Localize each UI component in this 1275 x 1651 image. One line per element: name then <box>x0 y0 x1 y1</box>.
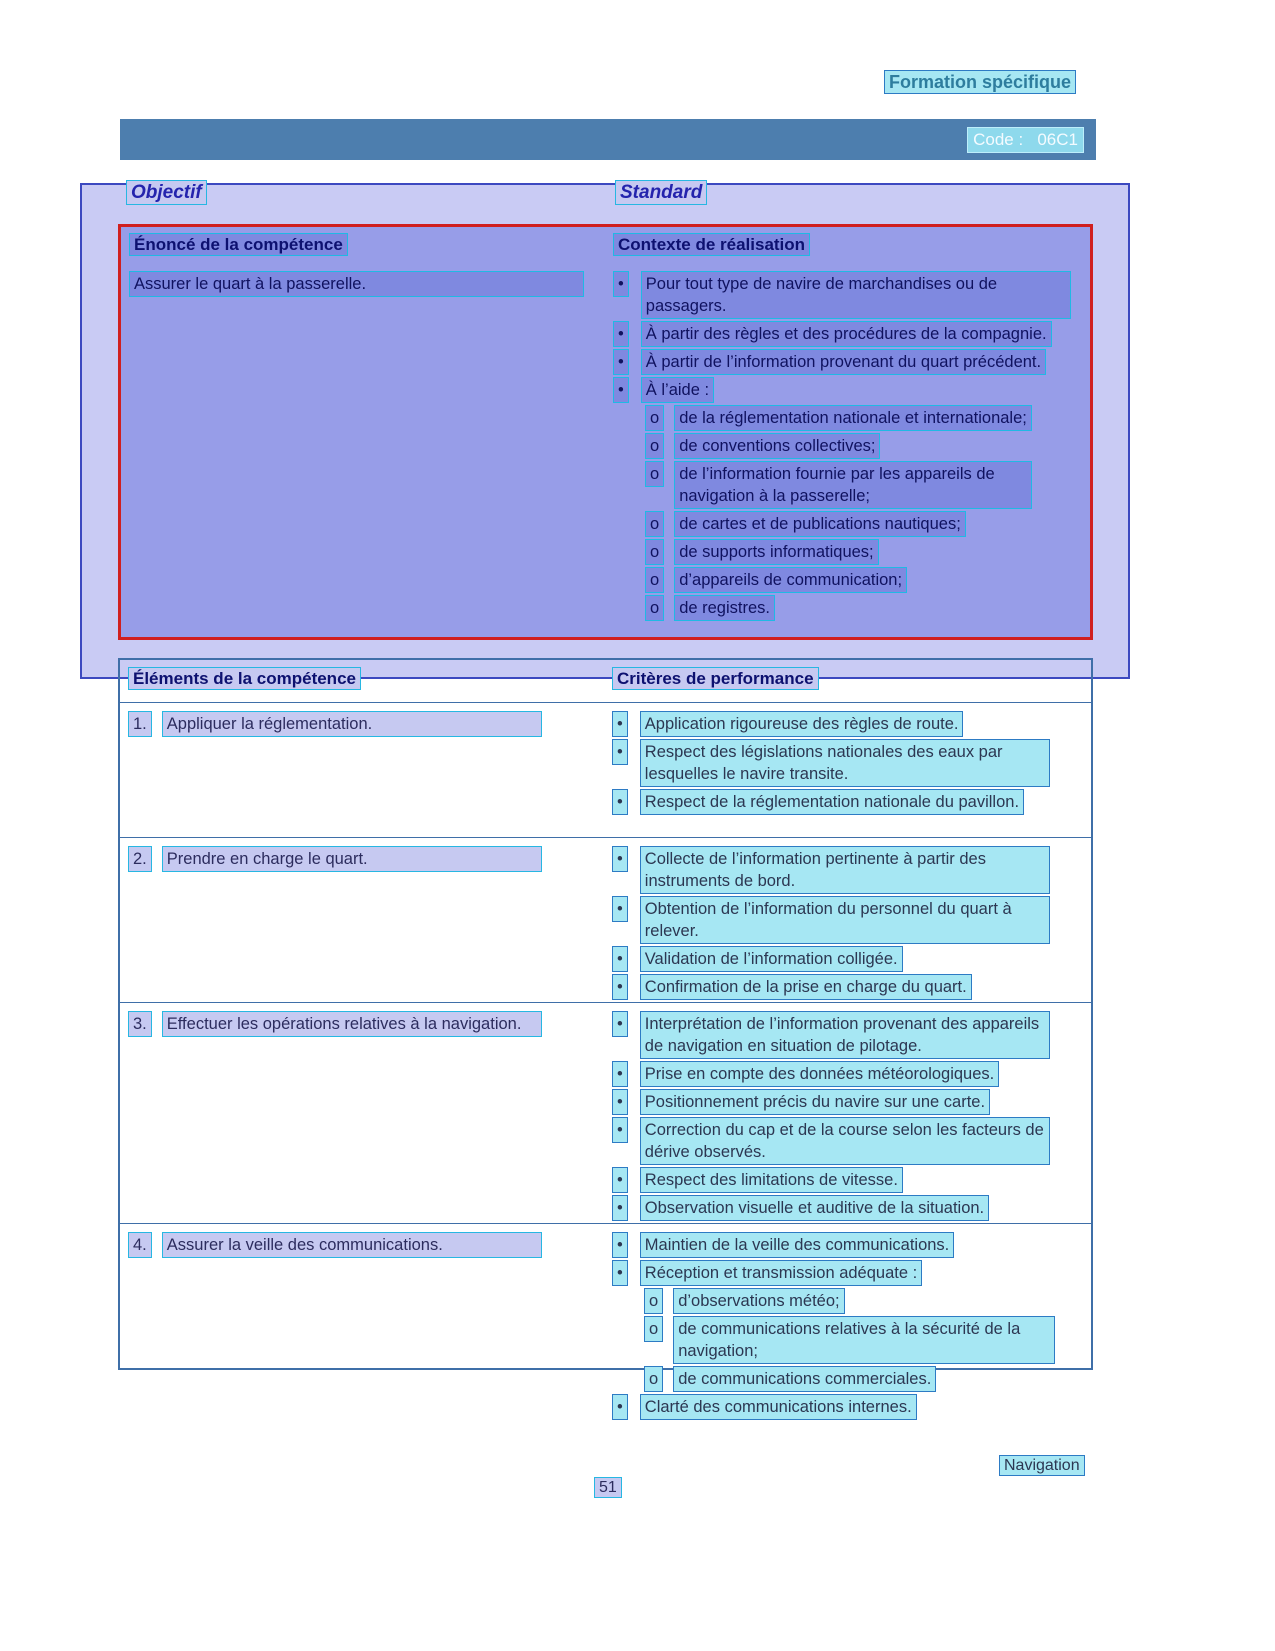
element-number: 2. <box>128 846 152 872</box>
sub-bullet-marker: o <box>645 567 664 593</box>
element-number: 4. <box>128 1232 152 1258</box>
page-number-text: 51 <box>594 1477 622 1498</box>
list-item-text: Interprétation de l’information provenant des appareils de navigation en situation de pilotage. <box>640 1011 1050 1059</box>
elements-table-header <box>120 660 1091 702</box>
sub-bullet-marker: o <box>645 595 664 621</box>
list-item-text: Validation de l’information colligée. <box>640 946 903 972</box>
bullet-marker: • <box>612 1167 628 1193</box>
list-item-text: À l’aide : <box>641 377 714 403</box>
list-item-text: Application rigoureuse des règles de route. <box>640 711 964 737</box>
list-item-text: Correction du cap et de la course selon les facteurs de dérive observés. <box>640 1117 1050 1165</box>
list-item <box>612 846 1091 894</box>
footer-note-text: Navigation <box>999 1455 1085 1476</box>
competence-table-header <box>121 227 1090 265</box>
criteres-cell <box>602 846 1091 1002</box>
list-item-text: Respect des législations nationales des eaux par lesquelles le navire transite. <box>640 739 1050 787</box>
list-item-text: d’observations météo; <box>673 1288 844 1314</box>
list-item-text: de communications commerciales. <box>673 1366 936 1392</box>
element-cell <box>120 1011 602 1223</box>
list-item <box>612 1061 1091 1087</box>
list-item-text: Positionnement précis du navire sur une carte. <box>640 1089 990 1115</box>
contexte-header-text: Contexte de réalisation <box>613 233 810 256</box>
list-item-text: Pour tout type de navire de marchandises ou de passagers. <box>641 271 1071 319</box>
list-item <box>612 896 1091 944</box>
elements-table <box>118 658 1093 1416</box>
list-item <box>612 739 1091 787</box>
enonce-text: Assurer le quart à la passerelle. <box>129 271 584 297</box>
contexte-header <box>613 234 810 256</box>
criteres-header-text: Critères de performance <box>612 667 819 690</box>
sub-bullet-marker: o <box>645 433 664 459</box>
element-row-4 <box>120 1223 1091 1422</box>
bullet-marker: • <box>612 739 628 765</box>
enonce-cell <box>121 265 603 623</box>
bullet-marker: • <box>612 1394 628 1420</box>
list-item-text: Réception et transmission adéquate : <box>640 1260 922 1286</box>
sub-bullet-marker: o <box>644 1288 663 1314</box>
sub-bullet-marker: o <box>644 1366 663 1392</box>
list-item-text: À partir des règles et des procédures de la compagnie. <box>641 321 1052 347</box>
bullet-marker: • <box>612 1195 628 1221</box>
list-item <box>612 1232 1091 1258</box>
list-item <box>612 1195 1091 1221</box>
list-item <box>613 377 1090 403</box>
list-item <box>613 321 1090 347</box>
sub-list-item <box>645 461 1090 509</box>
element-row-1 <box>120 702 1091 837</box>
element-row-2 <box>120 837 1091 1002</box>
standard-label <box>615 182 707 204</box>
list-item <box>612 1089 1091 1115</box>
list-item <box>613 271 1090 319</box>
title-bar <box>120 119 1096 160</box>
bullet-marker: • <box>612 789 628 815</box>
bullet-marker: • <box>613 271 629 297</box>
bullet-marker: • <box>612 1117 628 1143</box>
list-item-text: d’appareils de communication; <box>674 567 907 593</box>
sub-list-item <box>645 567 1090 593</box>
list-item <box>612 1011 1091 1059</box>
header-note-text: Formation spécifique <box>884 70 1076 94</box>
list-item-text: À partir de l’information provenant du quart précédent. <box>641 349 1046 375</box>
elements-rows <box>120 702 1091 1422</box>
sub-list-item <box>645 539 1090 565</box>
list-item <box>612 1394 1091 1420</box>
list-item <box>612 1260 1091 1286</box>
list-item <box>612 946 1091 972</box>
list-item <box>612 789 1091 815</box>
objectif-label <box>126 182 207 204</box>
list-item <box>612 1117 1091 1165</box>
list-item-text: Respect de la réglementation nationale du pavillon. <box>640 789 1024 815</box>
sub-list-item <box>644 1316 1091 1364</box>
list-item <box>612 1167 1091 1193</box>
list-item-text: Observation visuelle et auditive de la situation. <box>640 1195 989 1221</box>
bullet-marker: • <box>612 1232 628 1258</box>
criteres-cell <box>602 1232 1091 1422</box>
elements-header <box>128 668 361 690</box>
list-item-text: de communications relatives à la sécurité de la navigation; <box>673 1316 1055 1364</box>
list-item-text: de cartes et de publications nautiques; <box>674 511 966 537</box>
competence-table <box>118 224 1093 640</box>
objectif-label-text: Objectif <box>126 180 207 205</box>
list-item-text: de conventions collectives; <box>674 433 880 459</box>
list-item-text: Prise en compte des données météorologiques. <box>640 1061 999 1087</box>
sub-list-item <box>645 511 1090 537</box>
list-item <box>613 349 1090 375</box>
competence-table-body <box>121 265 1090 623</box>
element-cell <box>120 711 602 837</box>
page-number <box>594 1477 622 1499</box>
list-item-text: de l’information fournie par les appareils de navigation à la passerelle; <box>674 461 1032 509</box>
sub-list-item <box>644 1288 1091 1314</box>
list-item-text: Obtention de l’information du personnel du quart à relever. <box>640 896 1050 944</box>
element-text: Effectuer les opérations relatives à la navigation. <box>162 1011 542 1037</box>
list-item-text: de la réglementation nationale et internationale; <box>674 405 1032 431</box>
list-item-text: de registres. <box>674 595 775 621</box>
list-item <box>612 711 1091 737</box>
list-item-text: Respect des limitations de vitesse. <box>640 1167 903 1193</box>
element-text: Appliquer la réglementation. <box>162 711 542 737</box>
footer-note <box>999 1455 1085 1477</box>
element-text: Assurer la veille des communications. <box>162 1232 542 1258</box>
sub-bullet-marker: o <box>645 405 664 431</box>
element-text: Prendre en charge le quart. <box>162 846 542 872</box>
bullet-marker: • <box>612 1089 628 1115</box>
list-item-text: de supports informatiques; <box>674 539 878 565</box>
list-item <box>612 974 1091 1000</box>
bullet-marker: • <box>613 377 629 403</box>
element-number: 3. <box>128 1011 152 1037</box>
elements-header-text: Éléments de la compétence <box>128 667 361 690</box>
header-note <box>884 71 1076 93</box>
sub-bullet-marker: o <box>645 511 664 537</box>
standard-label-text: Standard <box>615 180 707 205</box>
criteres-cell <box>602 1011 1091 1223</box>
bullet-marker: • <box>612 974 628 1000</box>
bullet-marker: • <box>613 321 629 347</box>
enonce-header-text: Énoncé de la compétence <box>129 233 348 256</box>
sub-bullet-marker: o <box>645 461 664 487</box>
element-number: 1. <box>128 711 152 737</box>
sub-bullet-marker: o <box>645 539 664 565</box>
list-item-text: Confirmation de la prise en charge du quart. <box>640 974 972 1000</box>
bullet-marker: • <box>612 1260 628 1286</box>
criteres-cell <box>602 711 1091 837</box>
list-item-text: Collecte de l’information pertinente à partir des instruments de bord. <box>640 846 1050 894</box>
bullet-marker: • <box>612 1011 628 1037</box>
element-cell <box>120 1232 602 1422</box>
element-row-3 <box>120 1002 1091 1223</box>
sub-list-item <box>645 433 1090 459</box>
bullet-marker: • <box>612 896 628 922</box>
contexte-list <box>603 265 1090 623</box>
criteres-header <box>612 668 819 690</box>
bullet-marker: • <box>612 711 628 737</box>
bullet-marker: • <box>613 349 629 375</box>
bullet-marker: • <box>612 846 628 872</box>
sub-list-item <box>645 595 1090 621</box>
list-item-text: Clarté des communications internes. <box>640 1394 917 1420</box>
sub-list-item <box>645 405 1090 431</box>
bullet-marker: • <box>612 946 628 972</box>
sub-list-item <box>644 1366 1091 1392</box>
code-label: Code : 06C1 <box>967 127 1084 153</box>
bullet-marker: • <box>612 1061 628 1087</box>
enonce-header <box>129 234 348 256</box>
sub-bullet-marker: o <box>644 1316 663 1342</box>
element-cell <box>120 846 602 1002</box>
list-item-text: Maintien de la veille des communications. <box>640 1232 955 1258</box>
